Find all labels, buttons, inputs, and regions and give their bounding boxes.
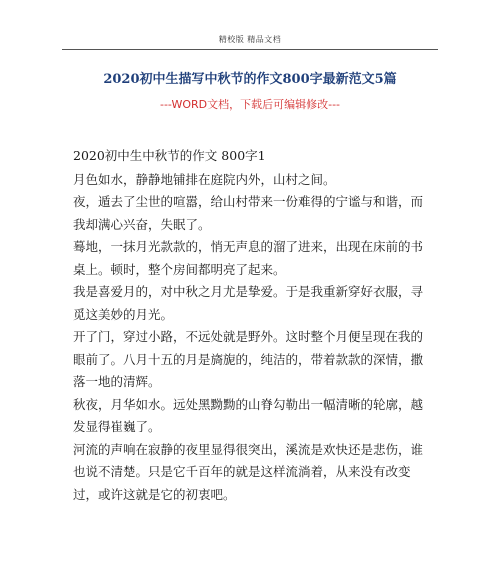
paragraph: 开了门，穿过小路，不远处就是野外。这时整个月便呈现在我的眼前了。八月十五的月是旖旎的，纯洁的，带着款款的深情，撒落一地的清辉。: [73, 329, 424, 389]
document-title: 2020初中生描写中秋节的作文800字最新范文5篇: [103, 72, 397, 87]
document-subtitle: ---WORD文档，下载后可编辑修改---: [159, 98, 341, 111]
page-header: [0, 0, 500, 52]
document-body: [73, 145, 433, 506]
paragraph: 秋夜，月华如水。远处黑黝黝的山脊勾勒出一幅清晰的轮廓，越发显得崔巍了。: [73, 396, 424, 434]
section-heading: 2020初中生中秋节的作文 800字1: [73, 148, 266, 163]
header-divider: [62, 49, 438, 50]
paragraph: 我是喜爱月的，对中秋之月尤是挚爱。于是我重新穿好衣服，寻觅这美妙的月光。: [73, 284, 424, 322]
paragraph: 河流的声响在寂静的夜里显得很突出，溪流是欢快还是悲伤，谁也说不清楚。只是它千百年的就是这样流淌着，从来没有改变过，或许这就是它的初衷吧。: [73, 441, 424, 502]
header-label: 精校版 精品文档: [218, 35, 282, 44]
paragraph: 蓦地，一抹月光款款的，悄无声息的溜了进来，出现在床前的书桌上。顿时，整个房间都明亮了起来。: [73, 239, 424, 277]
paragraph: 夜，遁去了尘世的喧嚣，给山村带来一份难得的宁谧与和谐，而我却满心兴奋，失眠了。: [73, 194, 424, 232]
paragraph: 月色如水，静静地铺排在庭院内外，山村之间。: [73, 171, 336, 187]
